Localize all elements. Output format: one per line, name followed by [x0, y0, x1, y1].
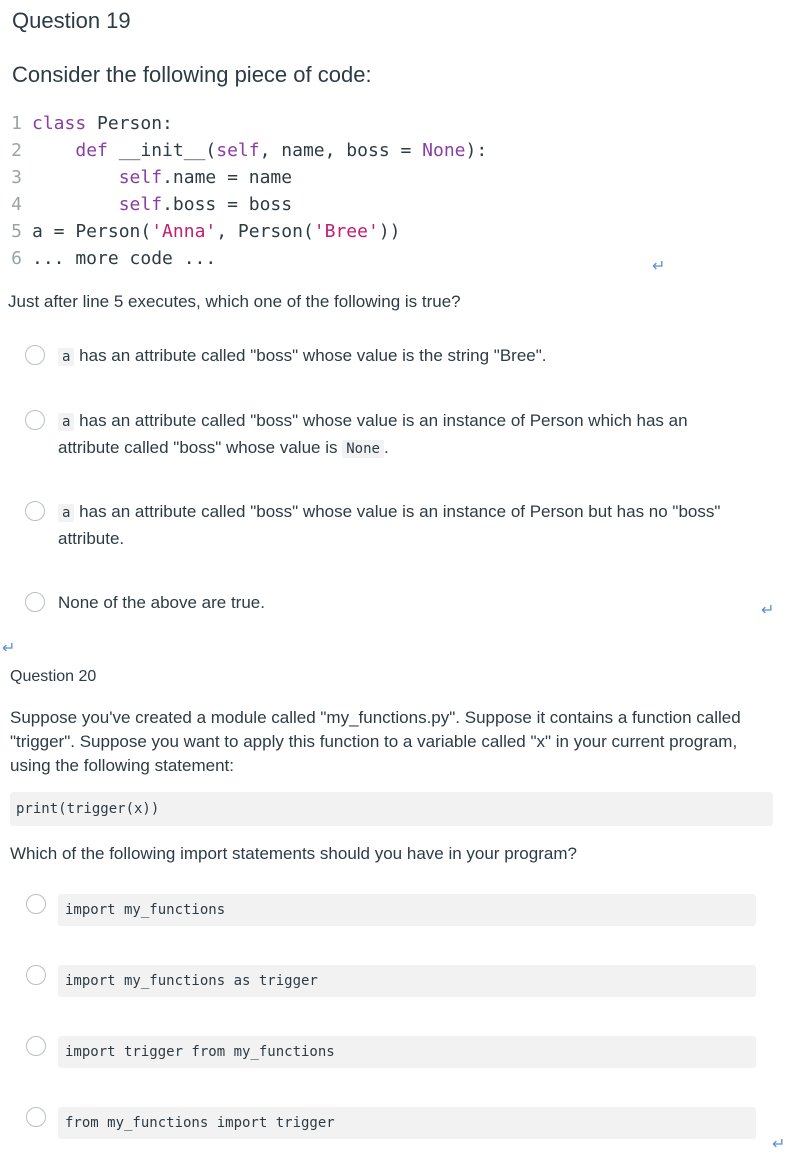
import-option-4: from my_functions import trigger [58, 1107, 756, 1139]
option-b-text [58, 408, 778, 462]
line-number: 4 [11, 194, 22, 215]
statement-code-block: print(trigger(x)) [10, 792, 773, 826]
code-token: a = Person( [32, 221, 152, 242]
line-number: 6 [11, 248, 22, 269]
option-d-text: None of the above are true. [58, 593, 265, 612]
inline-code: a [58, 504, 74, 522]
option-a-text [58, 343, 778, 370]
code-line [0, 218, 401, 245]
option-text: has an attribute called "boss" whose value is the string "Bree". [74, 346, 547, 365]
inline-code: a [58, 348, 74, 366]
code-token: , Person( [216, 221, 314, 242]
code-token: ... more code ... [32, 248, 217, 269]
question-20-text: Suppose you've created a module called "my_functions.py". Suppose it contains a function called "trigger". Suppose you want to apply this function to a variable called "x" in your current program, using the following statement: [10, 708, 741, 775]
question-20-prompt: Which of the following import statements should you have in your program? [10, 844, 577, 863]
option-b-radio[interactable] [25, 410, 45, 430]
line-number: 1 [11, 113, 22, 134]
code-token: Person: [86, 113, 173, 134]
code-token: .name = name [162, 167, 293, 188]
code-token: .boss = boss [162, 194, 293, 215]
option-text: . [383, 438, 389, 457]
code-token: __init__( [107, 140, 217, 161]
inline-code: a [58, 413, 74, 431]
line-number: 2 [11, 140, 22, 161]
question-19-intro: Consider the following piece of code: [12, 62, 372, 87]
import-option-1-radio[interactable] [26, 894, 46, 914]
code-token: self [216, 140, 260, 161]
code-token: 'Anna' [151, 221, 217, 242]
code-line [0, 245, 216, 272]
line-number: 5 [11, 221, 22, 242]
question-19-prompt: Just after line 5 executes, which one of the following is true? [8, 292, 461, 311]
code-token: self [118, 167, 163, 188]
code-token: ): [465, 140, 488, 161]
line-number: 3 [11, 167, 22, 188]
option-c-radio[interactable] [25, 501, 45, 521]
return-arrow-icon: ↵ [2, 640, 16, 657]
code-line [0, 191, 292, 218]
import-option-2: import my_functions as trigger [58, 965, 756, 997]
option-d-radio[interactable] [25, 592, 45, 612]
question-19-title: Question 19 [12, 8, 131, 33]
code-line [0, 164, 292, 191]
code-token [32, 140, 75, 161]
code-token: , name, boss = [259, 140, 423, 161]
option-text: has an attribute called "boss" whose value is an instance of Person which has an [74, 411, 688, 430]
return-arrow-icon: ↵ [761, 602, 775, 619]
question-20-title: Question 20 [10, 668, 97, 685]
return-arrow-icon: ↵ [772, 1136, 786, 1153]
import-option-4-radio[interactable] [26, 1107, 46, 1127]
code-token: self [118, 194, 163, 215]
import-option-3: import trigger from my_functions [58, 1036, 756, 1068]
option-text: attribute called "boss" whose value is [58, 438, 343, 457]
code-line [0, 110, 173, 137]
import-option-1: import my_functions [58, 894, 756, 926]
code-token: )) [378, 221, 401, 242]
code-line [0, 137, 487, 164]
code-token: 'Bree' [313, 221, 379, 242]
code-token: None [422, 140, 466, 161]
return-arrow-icon: ↵ [652, 258, 666, 275]
code-token: def [75, 140, 108, 161]
code-token: class [32, 113, 87, 134]
option-c-text [58, 499, 778, 551]
import-option-2-radio[interactable] [26, 965, 46, 985]
option-text: has an attribute called "boss" whose value is an instance of Person but has no "boss" [74, 502, 721, 521]
import-option-3-radio[interactable] [26, 1036, 46, 1056]
option-text: attribute. [58, 529, 125, 548]
option-a-radio[interactable] [25, 345, 45, 365]
inline-code: None [342, 440, 384, 458]
